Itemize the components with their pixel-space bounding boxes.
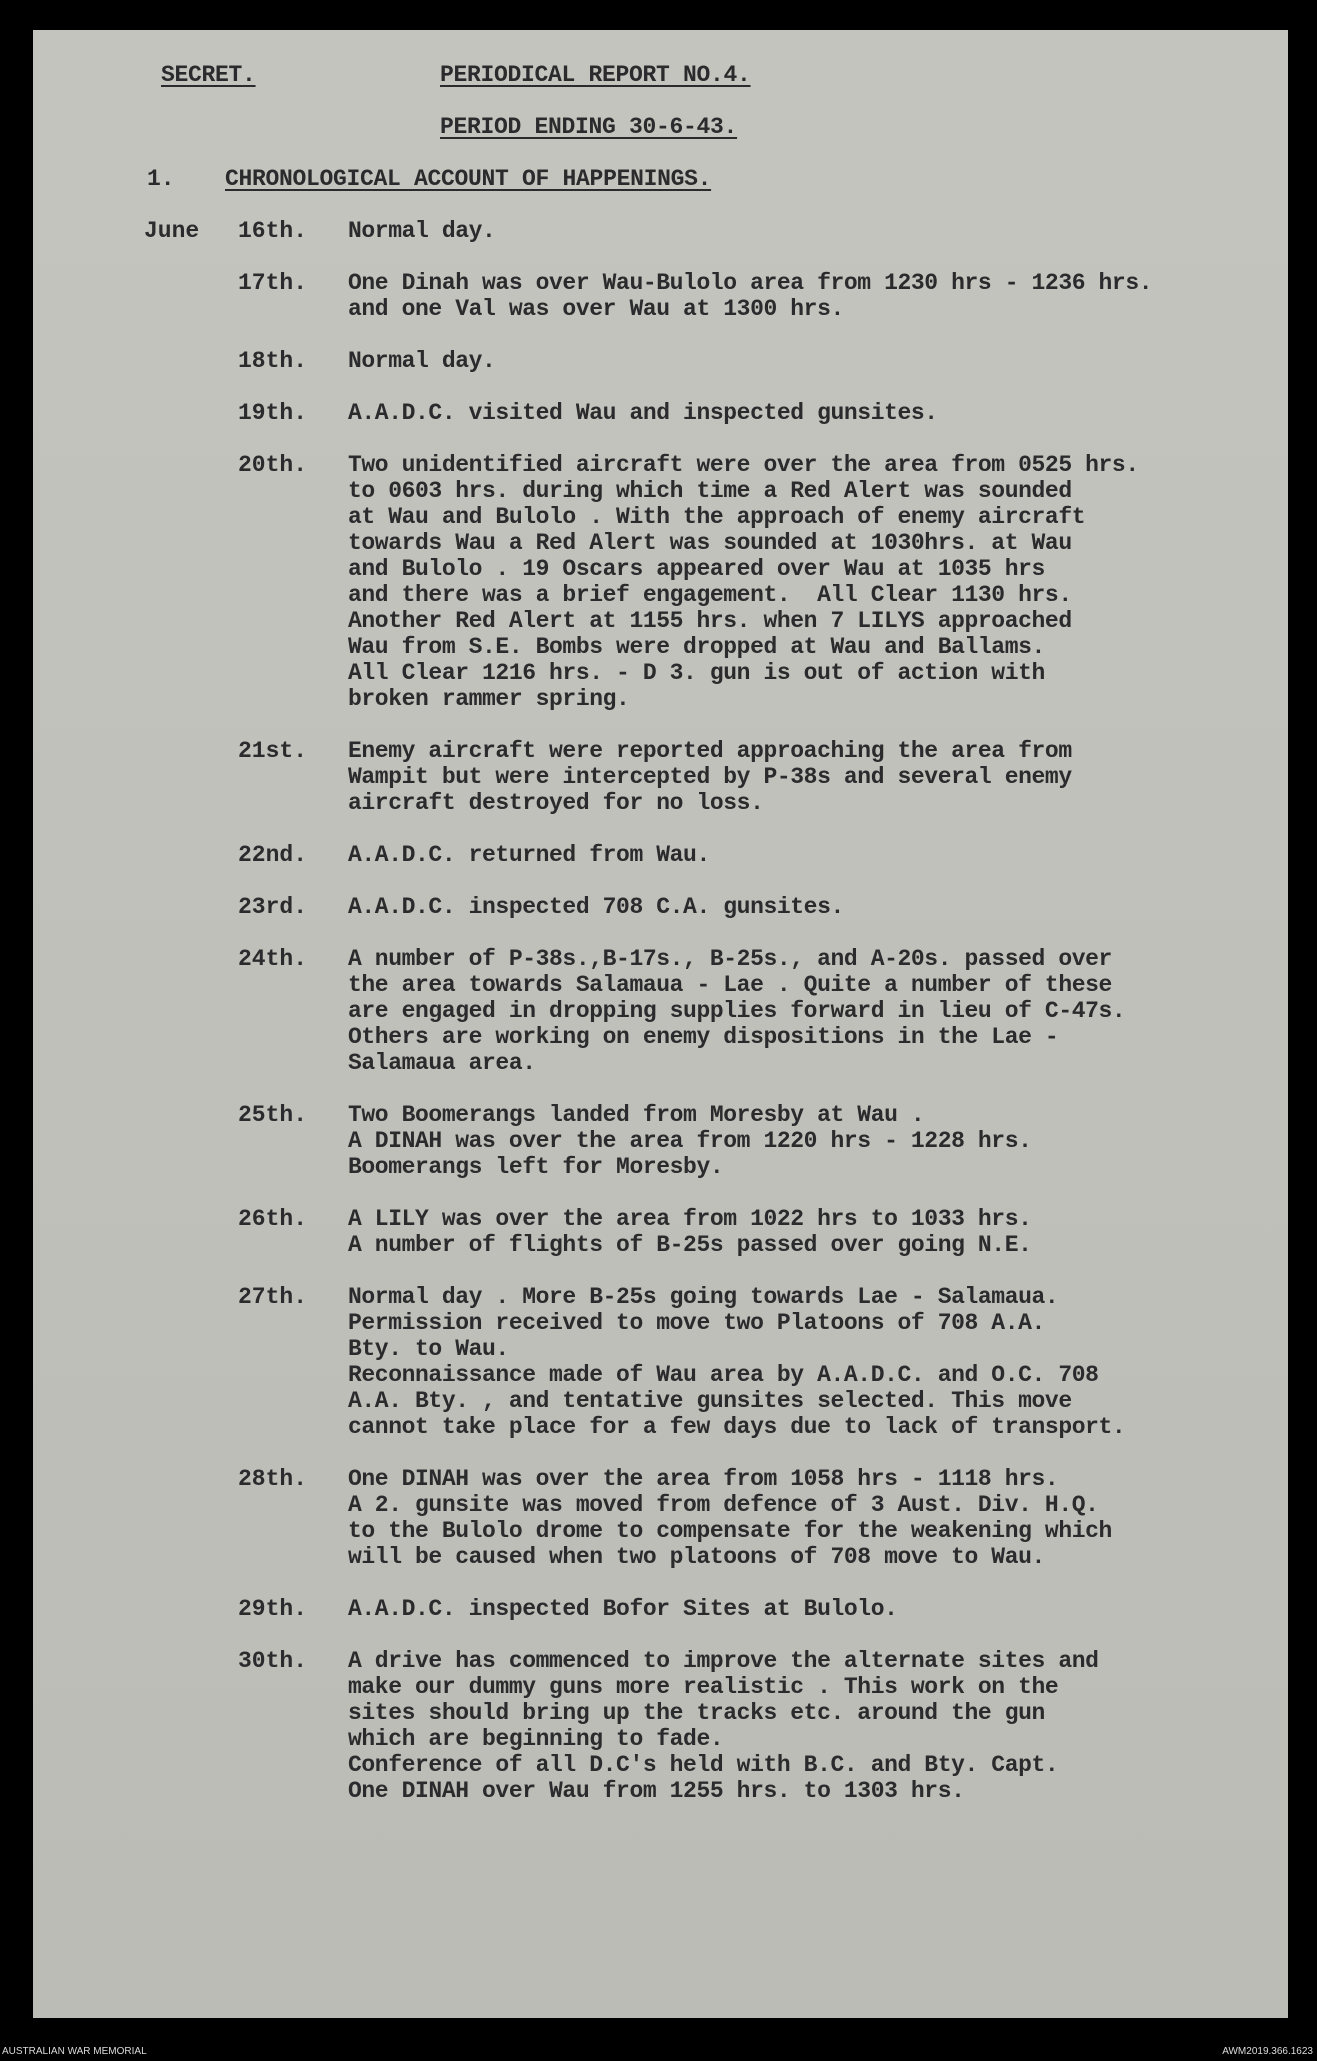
entry-date: 26th. <box>238 1206 308 1232</box>
entry-text: Two unidentified aircraft were over the area from 0525 hrs. to 0603 hrs. during which time a Red Alert was sounded at Wau and Bulolo . With the approach of enemy aircraft towards Wau a Red Alert was sounded at 1030hrs. at Wau and Bulolo . 19 Oscars appeared over Wau at 1035 hrs and there was a brief engagement. All Clear 1130 hrs. Another Red Alert at 1155 hrs. when 7 LILYS approached Wau from S.E. Bombs were dropped at Wau and Ballams. All Clear 1216 hrs. - D 3. gun is out of action with broken rammer spring. <box>348 452 1139 712</box>
entry-date: 23rd. <box>238 894 308 920</box>
entry-text: A number of P-38s.,B-17s., B-25s., and A-20s. passed over the area towards Salamaua - Lae . Quite a number of these are engaged in dropping supplies forward in lieu of C-47s. Others are working on enemy dispositions in the Lae - Salamaua area. <box>348 946 1126 1076</box>
classification-label: SECRET. <box>161 62 256 88</box>
entry-date: 22nd. <box>238 842 308 868</box>
report-title: PERIODICAL REPORT NO.4. <box>440 62 751 88</box>
entry-text: Enemy aircraft were reported approaching the area from Wampit but were intercepted by P-38s and several enemy aircraft destroyed for no loss. <box>348 738 1072 816</box>
entry-date: 29th. <box>238 1596 308 1622</box>
entry-date: 28th. <box>238 1466 308 1492</box>
entry-date: 17th. <box>238 270 308 296</box>
entry-text: A.A.D.C. inspected Bofor Sites at Bulolo. <box>348 1596 898 1622</box>
entry-date: 21st. <box>238 738 308 764</box>
entry-date: 24th. <box>238 946 308 972</box>
entry-text: Normal day. <box>348 348 496 374</box>
entry-text: One Dinah was over Wau-Bulolo area from 1230 hrs - 1236 hrs. and one Val was over Wau at 1300 hrs. <box>348 270 1153 322</box>
period-ending: PERIOD ENDING 30-6-43. <box>440 114 738 140</box>
entry-text: Normal day . More B-25s going towards Lae - Salamaua. Permission received to move two Platoons of 708 A.A. Bty. to Wau. Reconnaissance made of Wau area by A.A.D.C. and O.C. 708 A.A. Bty. , and tentative gunsites selected. This move cannot take place for a few days due to lack of transport. <box>348 1284 1126 1440</box>
footer-institution: AUSTRALIAN WAR MEMORIAL <box>2 2046 147 2057</box>
section-title: CHRONOLOGICAL ACCOUNT OF HAPPENINGS. <box>225 166 712 192</box>
section-number: 1. <box>147 166 175 192</box>
entry-date: 19th. <box>238 400 308 426</box>
entry-date: 20th. <box>238 452 308 478</box>
entry-text: A.A.D.C. inspected 708 C.A. gunsites. <box>348 894 844 920</box>
entry-date: 27th. <box>238 1284 308 1310</box>
entry-date: 30th. <box>238 1648 308 1674</box>
entry-text: A.A.D.C. visited Wau and inspected gunsites. <box>348 400 938 426</box>
entry-date: 25th. <box>238 1102 308 1128</box>
entry-text: A.A.D.C. returned from Wau. <box>348 842 710 868</box>
footer-reference: AWM2019.366.1623 <box>1222 2046 1313 2057</box>
month-label: June <box>144 218 200 244</box>
entry-text: Two Boomerangs landed from Moresby at Wau . A DINAH was over the area from 1220 hrs - 1228 hrs. Boomerangs left for Moresby. <box>348 1102 1032 1180</box>
entry-text: A drive has commenced to improve the alternate sites and make our dummy guns more realistic . This work on the sites should bring up the tracks etc. around the gun which are beginning to fade. Conference of all D.C's held with B.C. and Bty. Capt. One DINAH over Wau from 1255 hrs. to 1303 hrs. <box>348 1648 1099 1804</box>
entry-text: Normal day. <box>348 218 496 244</box>
entry-text: One DINAH was over the area from 1058 hrs - 1118 hrs. A 2. gunsite was moved from defence of 3 Aust. Div. H.Q. to the Bulolo drome to compensate for the weakening which will be caused when two platoons of 708 move to Wau. <box>348 1466 1112 1570</box>
entry-date: 18th. <box>238 348 308 374</box>
entry-text: A LILY was over the area from 1022 hrs to 1033 hrs. A number of flights of B-25s passed over going N.E. <box>348 1206 1032 1258</box>
entry-date: 16th. <box>238 218 308 244</box>
